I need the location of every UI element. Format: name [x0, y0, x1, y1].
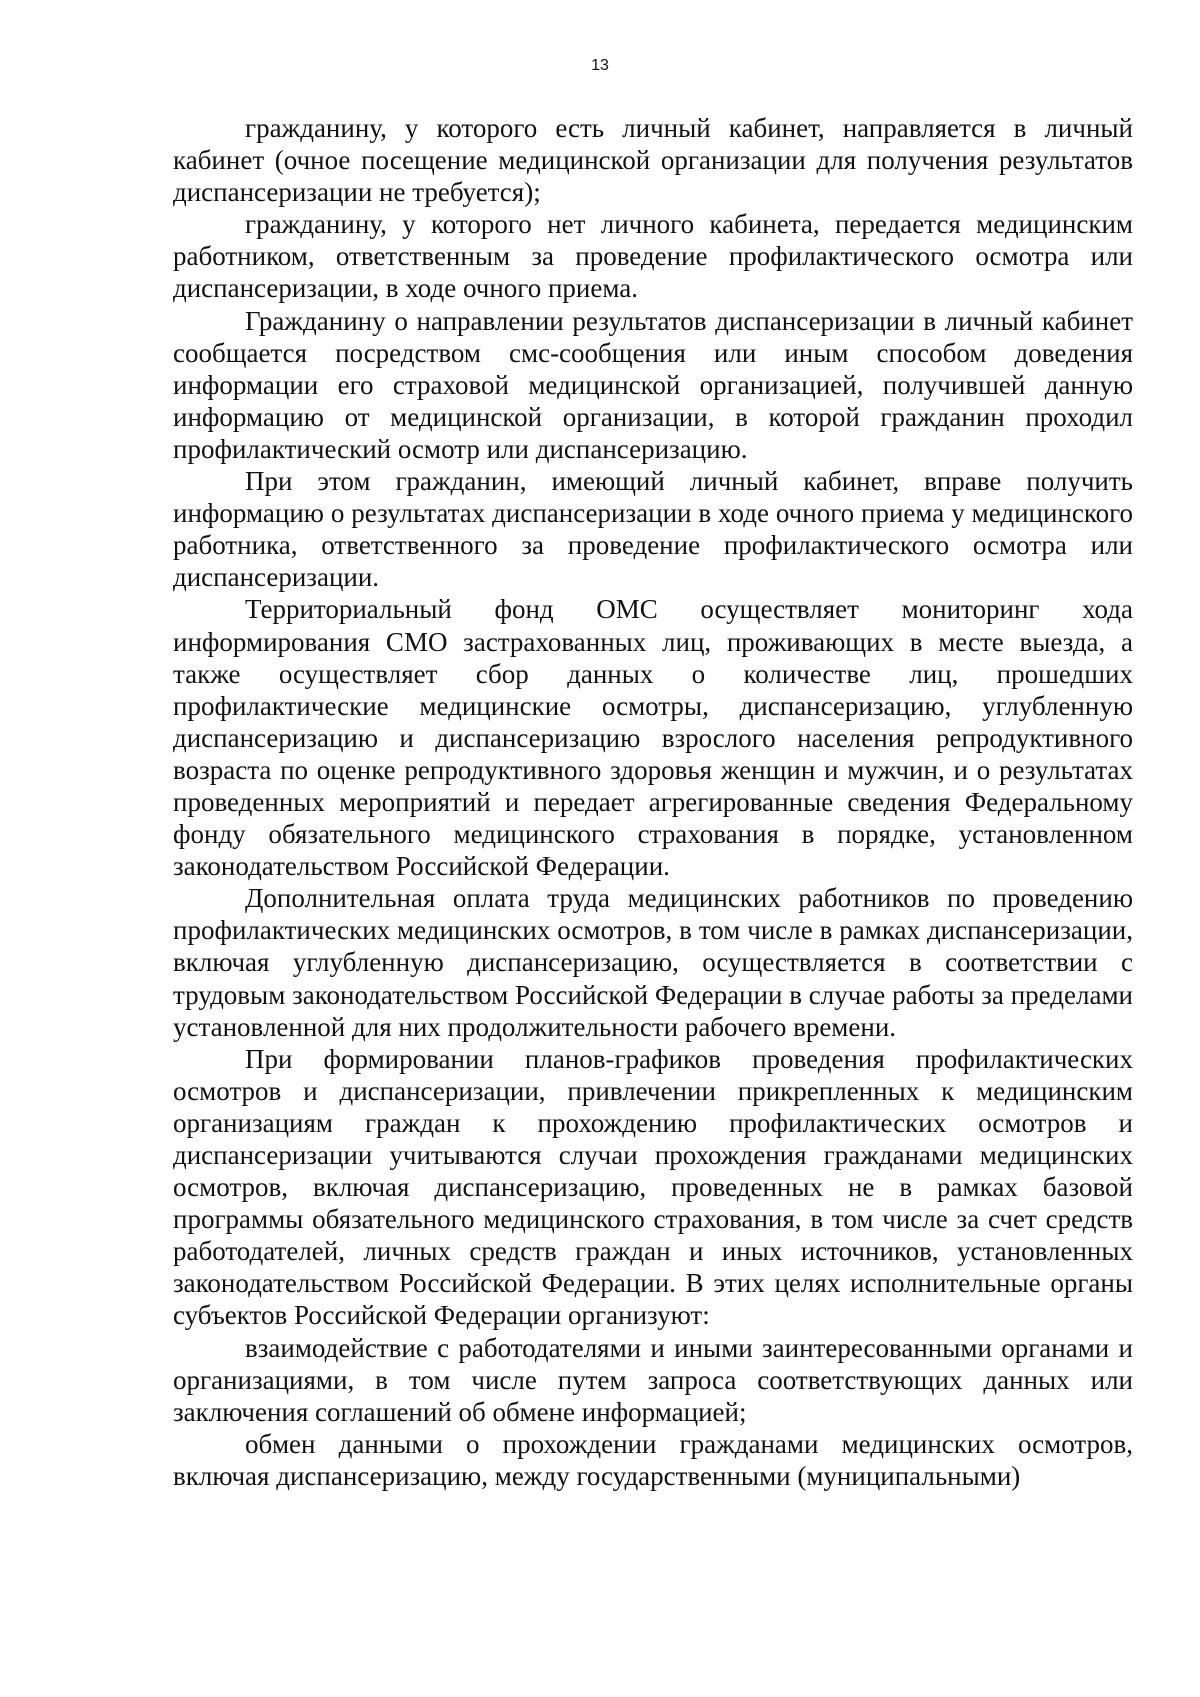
document-body	[173, 112, 1133, 1492]
paragraph: гражданину, у которого нет личного кабинета, передается медицинским работником, ответственным за проведение профилактического осмотра или диспансеризации, в ходе очного приема.	[173, 209, 1133, 304]
paragraph: Дополнительная оплата труда медицинских работников по проведению профилактических медицинских осмотров, в том числе в рамках диспансеризации, включая углубленную диспансеризацию, осуществляется в соответствии с трудовым законодательством Российской Федерации в случае работы за пределами установленной для них продолжительности рабочего времени.	[173, 883, 1133, 1042]
paragraph: Гражданину о направлении результатов диспансеризации в личный кабинет сообщается посредством смс-сообщения или иным способом доведения информации его страховой медицинской организацией, получившей данную информацию от медицинской организации, в которой гражданин проходил профилактический осмотр или диспансеризацию.	[173, 305, 1133, 464]
page-number: 13	[591, 57, 609, 74]
paragraph: При формировании планов-графиков проведения профилактических осмотров и диспансеризации, привлечении прикрепленных к медицинским организациям граждан к прохождению профилактических осмотров и диспансеризации учитываются случаи прохождения гражданами медицинских осмотров, включая диспансеризацию, проведенных не в рамках базовой программы обязательного медицинского страхования, в том числе за счет средств работодателей, личных средств граждан и иных источников, установленных законодательством Российской Федерации. В этих целях исполнительные органы субъектов Российской Федерации организуют:	[173, 1043, 1133, 1331]
paragraph: Территориальный фонд ОМС осуществляет мониторинг хода информирования СМО застрахованных лиц, проживающих в месте выезда, а также осуществляет сбор данных о количестве лиц, прошедших профилактические медицинские осмотры, диспансеризацию, углубленную диспансеризацию и диспансеризацию взрослого населения репродуктивного возраста по оценке репродуктивного здоровья женщин и мужчин, и о результатах проведенных мероприятий и передает агрегированные сведения Федеральному фонду обязательного медицинского страхования в порядке, установленном законодательством Российской Федерации.	[173, 594, 1133, 882]
paragraph: обмен данными о прохождении гражданами медицинских осмотров, включая диспансеризацию, между государственными (муниципальными)	[173, 1428, 1133, 1491]
paragraph: При этом гражданин, имеющий личный кабинет, вправе получить информацию о результатах диспансеризации в ходе очного приема у медицинского работника, ответственного за проведение профилактического осмотра или диспансеризации.	[173, 466, 1133, 593]
paragraph: взаимодействие с работодателями и иными заинтересованными органами и организациями, в том числе путем запроса соответствующих данных или заключения соглашений об обмене информацией;	[173, 1332, 1133, 1427]
paragraph: гражданину, у которого есть личный кабинет, направляется в личный кабинет (очное посещение медицинской организации для получения результатов диспансеризации не требуется);	[173, 113, 1133, 208]
